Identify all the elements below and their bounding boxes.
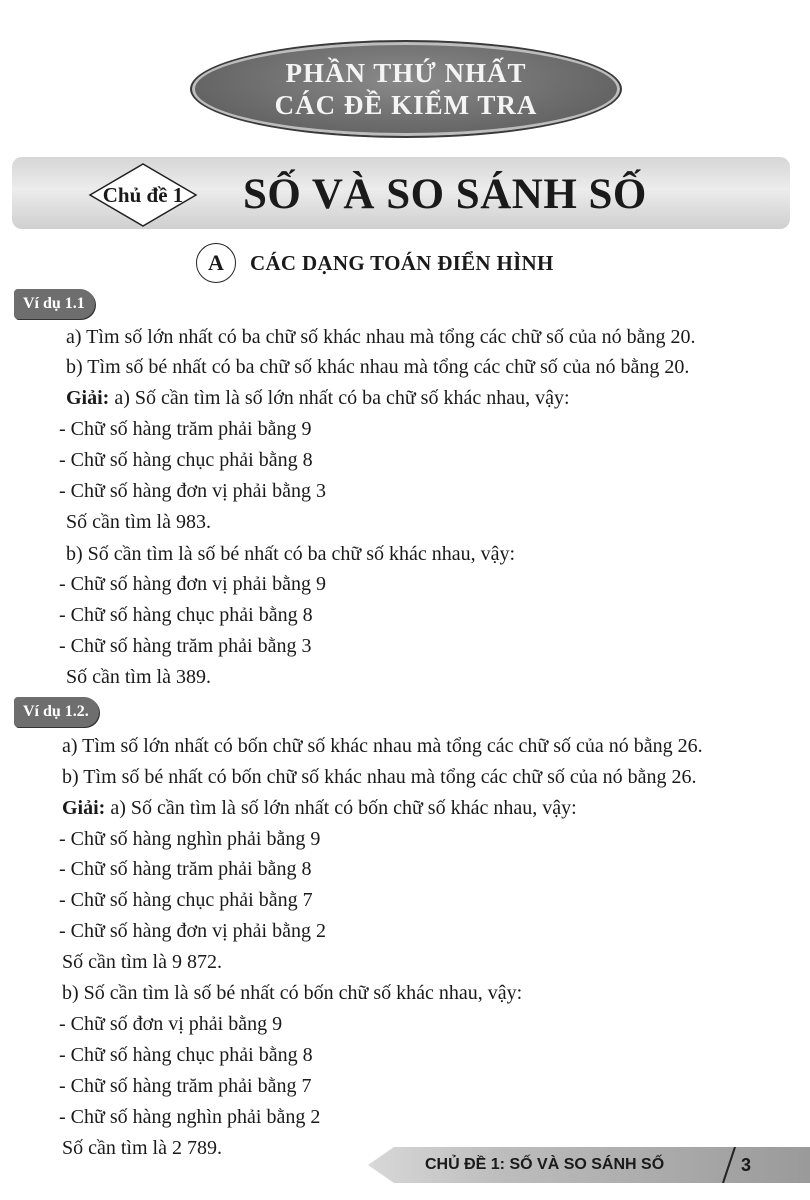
section-title: CÁC DẠNG TOÁN ĐIỂN HÌNH (250, 250, 554, 275)
part-heading (190, 40, 622, 138)
example-1-1-step-b1: - Chữ số hàng đơn vị phải bằng 9 (59, 573, 326, 595)
section-letter: A (208, 250, 224, 275)
example-1-1-step-a2: - Chữ số hàng chục phải bằng 8 (59, 449, 313, 471)
section-letter-badge (196, 243, 236, 283)
example-1-1-step-b2: - Chữ số hàng chục phải bằng 8 (59, 604, 313, 626)
example-1-2-solution-b-intro: b) Số cần tìm là số bé nhất có bốn chữ số khác nhau, vậy: (62, 982, 523, 1004)
example-badge-1-1: Ví dụ 1.1 (14, 289, 95, 319)
solution-label: Giải: (66, 387, 110, 409)
solution-a-intro: a) Số cần tìm là số lớn nhất có bốn chữ số khác nhau, vậy: (105, 797, 577, 819)
example-1-1-question-b: b) Tìm số bé nhất có ba chữ số khác nhau mà tổng các chữ số của nó bằng 20. (66, 356, 690, 378)
example-1-2-solution-intro (62, 794, 577, 822)
footer-chapter-title: CHỦ ĐỀ 1: SỐ VÀ SO SÁNH SỐ (425, 1156, 665, 1173)
example-1-1-question-a: a) Tìm số lớn nhất có ba chữ số khác nhau mà tổng các chữ số của nó bằng 20. (66, 326, 696, 348)
example-1-2-step-a3: - Chữ số hàng chục phải bằng 7 (59, 889, 313, 911)
example-1-2-question-b: b) Tìm số bé nhất có bốn chữ số khác nhau mà tổng các chữ số của nó bằng 26. (62, 766, 697, 788)
example-badge-1-2: Ví dụ 1.2. (14, 697, 99, 727)
example-1-2-step-a4: - Chữ số hàng đơn vị phải bằng 2 (59, 920, 326, 942)
example-1-2-question-a: a) Tìm số lớn nhất có bốn chữ số khác nhau mà tổng các chữ số của nó bằng 26. (62, 735, 703, 757)
example-1-1-step-a1: - Chữ số hàng trăm phải bằng 9 (59, 418, 312, 440)
example-1-1-solution-b-intro: b) Số cần tìm là số bé nhất có ba chữ số khác nhau, vậy: (66, 543, 516, 565)
part-heading-line2: CÁC ĐỀ KIỂM TRA (274, 90, 538, 120)
page-number: 3 (740, 1154, 751, 1175)
example-1-2-step-b2: - Chữ số hàng chục phải bằng 8 (59, 1044, 313, 1066)
example-1-2-step-a1: - Chữ số hàng nghìn phải bằng 9 (59, 828, 321, 850)
part-heading-line1: PHẦN THỨ NHẤT (285, 58, 527, 88)
example-1-1-step-a3: - Chữ số hàng đơn vị phải bằng 3 (59, 480, 326, 502)
example-1-2-step-b3: - Chữ số hàng trăm phải bằng 7 (59, 1075, 312, 1097)
section-heading (196, 243, 554, 283)
example-1-1-result-a: Số cần tìm là 983. (66, 511, 211, 533)
example-1-2-step-b4: - Chữ số hàng nghìn phải bằng 2 (59, 1106, 321, 1128)
example-1-1-solution-intro (66, 384, 570, 412)
example-1-2-step-a2: - Chữ số hàng trăm phải bằng 8 (59, 858, 312, 880)
topic-badge: Chủ đề 1 (102, 182, 184, 207)
solution-a-intro: a) Số cần tìm là số lớn nhất có ba chữ số khác nhau, vậy: (109, 387, 570, 409)
example-1-1-step-b3: - Chữ số hàng trăm phải bằng 3 (59, 635, 312, 657)
example-1-1-result-b: Số cần tìm là 389. (66, 666, 211, 688)
example-1-2-result-a: Số cần tìm là 9 872. (62, 951, 222, 973)
topic-title: SỐ VÀ SO SÁNH SỐ (243, 171, 647, 218)
solution-label: Giải: (62, 797, 106, 819)
example-1-2-result-b: Số cần tìm là 2 789. (62, 1137, 222, 1159)
example-1-2-step-b1: - Chữ số đơn vị phải bằng 9 (59, 1013, 283, 1035)
